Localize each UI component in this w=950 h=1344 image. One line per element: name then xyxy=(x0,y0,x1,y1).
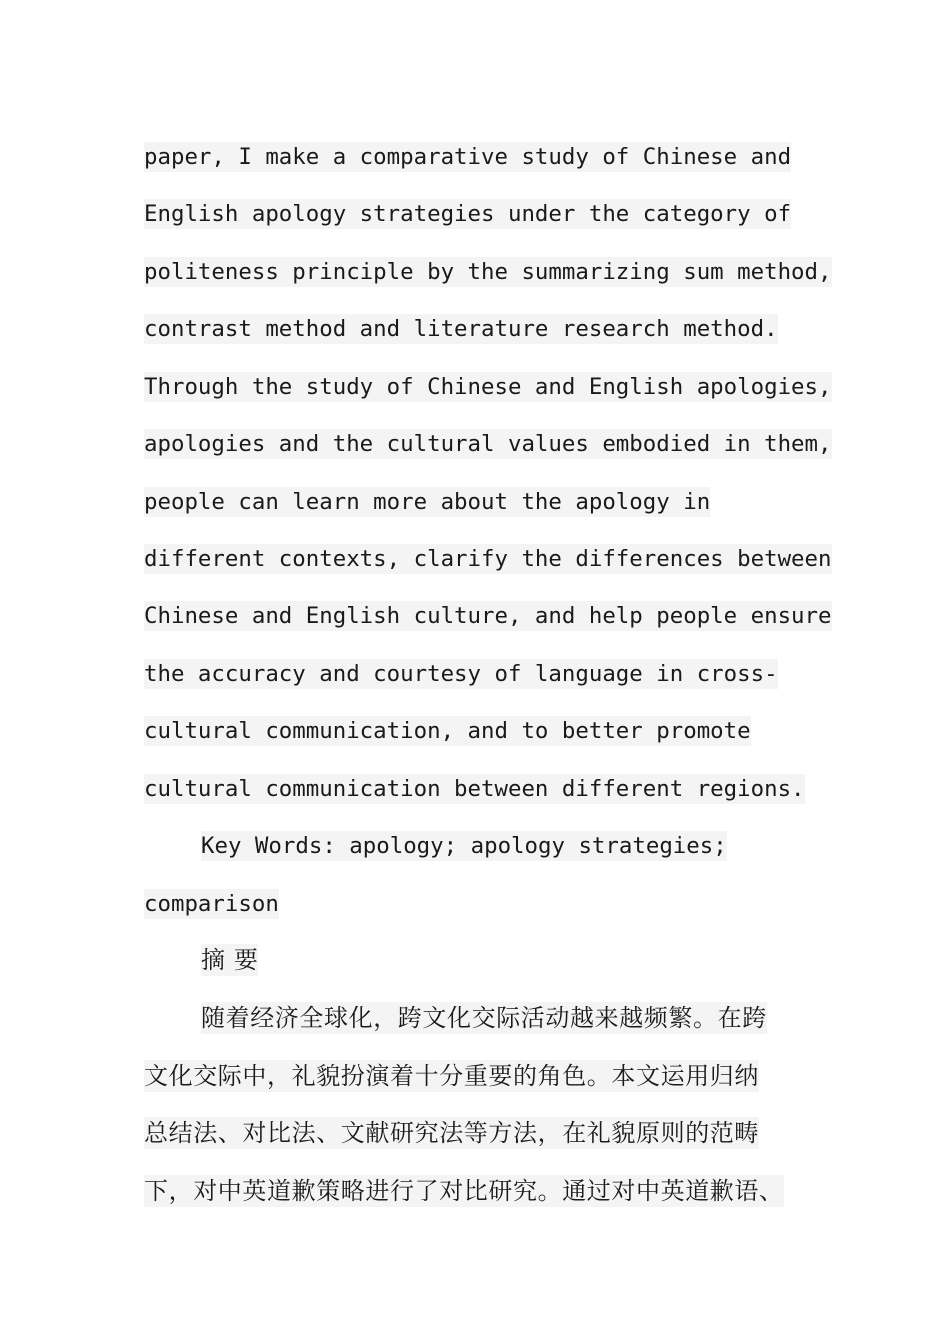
abstract-en-line-9: Chinese and English culture, and help people ensure xyxy=(144,603,832,629)
abstract-zh-heading: 摘 要 xyxy=(201,946,259,974)
abstract-zh-line-2: 文化交际中，礼貌扮演着十分重要的角色。本文运用归纳 xyxy=(144,1062,759,1090)
abstract-zh-line-3: 总结法、对比法、文献研究法等方法，在礼貌原则的范畴 xyxy=(144,1119,759,1147)
abstract-en-line-4: contrast method and literature research method. xyxy=(144,316,778,342)
abstract-en-line-11: cultural communication, and to better promote xyxy=(144,718,751,744)
abstract-en-line-2: English apology strategies under the category of xyxy=(144,201,792,227)
abstract-en-line-3: politeness principle by the summarizing sum method, xyxy=(144,259,832,285)
abstract-zh-line-4: 下，对中英道歉策略进行了对比研究。通过对中英道歉语、 xyxy=(144,1177,784,1205)
abstract-en-line-8: different contexts, clarify the differences between xyxy=(144,546,832,572)
keywords-line-2: comparison xyxy=(144,891,279,917)
abstract-en-line-12: cultural communication between different regions. xyxy=(144,776,805,802)
abstract-en-line-5: Through the study of Chinese and English apologies, xyxy=(144,374,832,400)
abstract-en-line-1: paper, I make a comparative study of Chinese and xyxy=(144,144,792,170)
abstract-zh-line-1: 随着经济全球化，跨文化交际活动越来越频繁。在跨 xyxy=(201,1004,767,1032)
abstract-en-line-10: the accuracy and courtesy of language in cross- xyxy=(144,661,778,687)
abstract-en-line-7: people can learn more about the apology in xyxy=(144,489,711,515)
keywords-line-1: Key Words: apology; apology strategies; xyxy=(201,833,727,859)
abstract-en-line-6: apologies and the cultural values embodied in them, xyxy=(144,431,832,457)
